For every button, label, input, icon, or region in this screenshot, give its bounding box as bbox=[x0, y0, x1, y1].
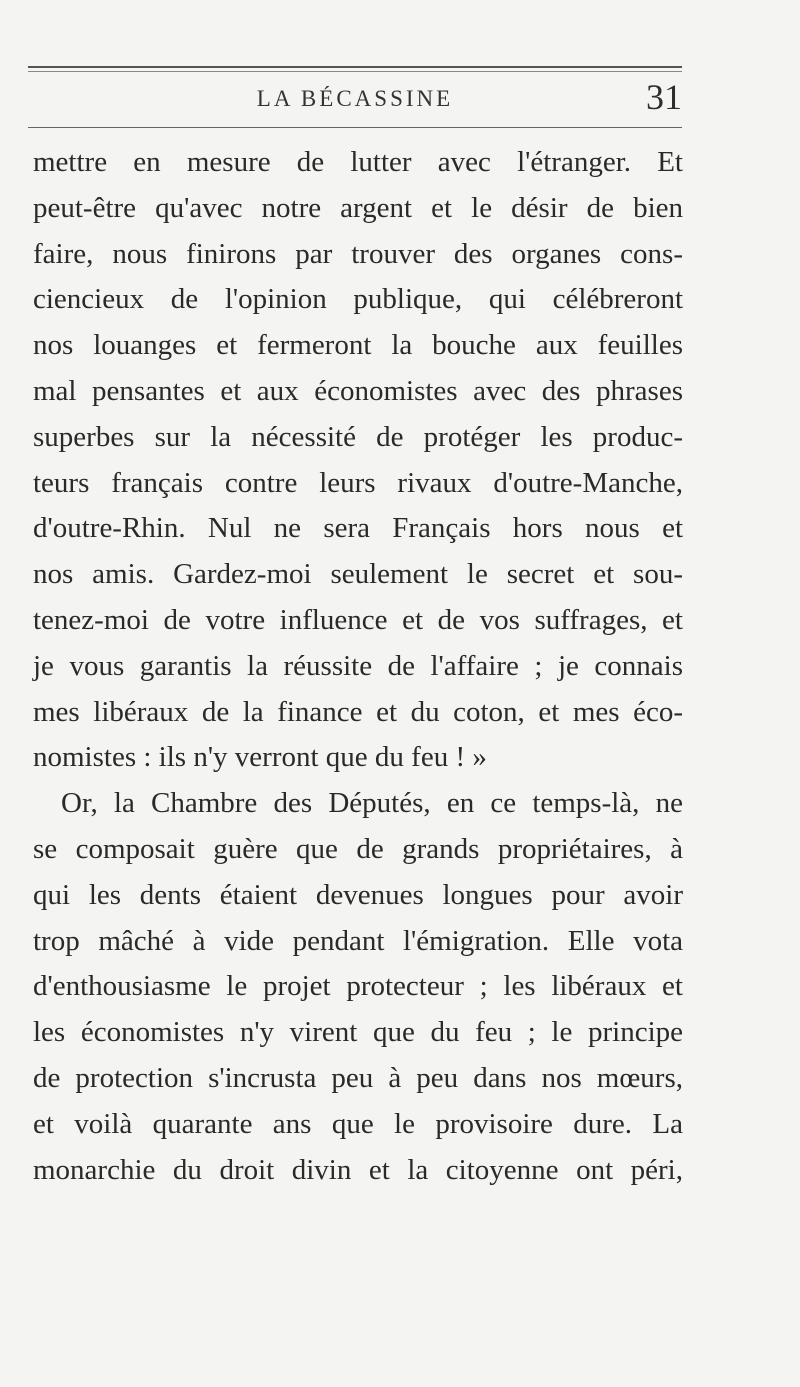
text-line: mes libéraux de la finance et du coton, et mes éco- bbox=[33, 695, 683, 728]
text-line: ciencieux de l'opinion publique, qui célébreront bbox=[33, 283, 683, 316]
text-line: qui les dents étaient devenues longues pour avoir bbox=[33, 878, 683, 911]
text-line: tenez-moi de votre influence et de vos suffrages, et bbox=[33, 603, 683, 636]
text-line: nos louanges et fermeront la bouche aux feuilles bbox=[33, 329, 683, 362]
text-line: d'enthousiasme le projet protecteur ; les libéraux et bbox=[33, 970, 683, 1003]
text-line: mettre en mesure de lutter avec l'étranger. Et bbox=[33, 146, 683, 178]
text-line: monarchie du droit divin et la citoyenne ont péri, bbox=[33, 1153, 683, 1186]
body-text bbox=[33, 140, 683, 1193]
text-line: nomistes : ils n'y verront que du feu ! » bbox=[33, 741, 487, 774]
paragraph-start-line: Or, la Chambre des Députés, en ce temps-là, ne bbox=[61, 787, 683, 820]
text-line: les économistes n'y virent que du feu ; le principe bbox=[33, 1016, 683, 1049]
text-line: se composait guère que de grands propriétaires, à bbox=[33, 832, 683, 865]
page-number: 31 bbox=[646, 77, 682, 117]
text-line: trop mâché à vide pendant l'émigration. Elle vota bbox=[33, 924, 683, 957]
text-line: faire, nous finirons par trouver des organes cons- bbox=[33, 237, 683, 270]
text-line: je vous garantis la réussite de l'affaire ; je connais bbox=[33, 649, 683, 682]
text-line: et voilà quarante ans que le provisoire dure. La bbox=[33, 1107, 683, 1140]
header-rule-top bbox=[28, 66, 682, 68]
text-line: d'outre-Rhin. Nul ne sera Français hors nous et bbox=[33, 512, 683, 545]
text-line: nos amis. Gardez-moi seulement le secret et sou- bbox=[33, 558, 683, 591]
text-line: teurs français contre leurs rivaux d'outre-Manche, bbox=[33, 466, 683, 499]
running-title: LA BÉCASSINE bbox=[256, 86, 454, 111]
text-line: mal pensantes et aux économistes avec des phrases bbox=[33, 374, 683, 407]
header-rule-top-thin bbox=[28, 71, 682, 72]
page-header bbox=[28, 76, 682, 126]
header-rule-bottom bbox=[28, 127, 682, 128]
text-line: peut-être qu'avec notre argent et le désir de bien bbox=[33, 191, 683, 224]
text-line: superbes sur la nécessité de protéger les produc- bbox=[33, 420, 683, 453]
text-line: de protection s'incrusta peu à peu dans nos mœurs, bbox=[33, 1061, 683, 1094]
